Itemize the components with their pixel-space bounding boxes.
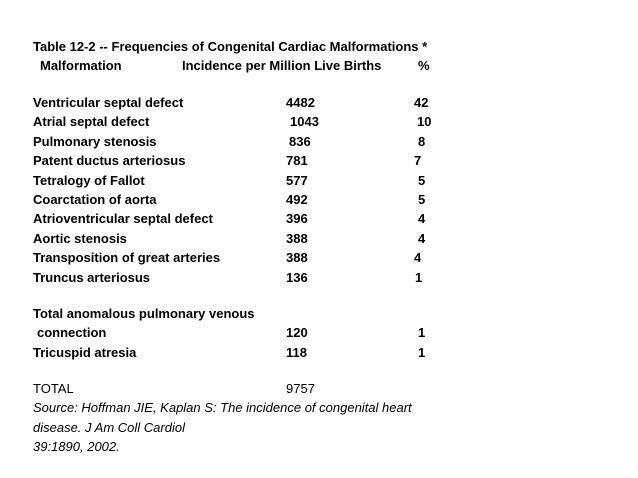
row-incidence: 396 xyxy=(286,211,308,227)
row-name: Atrial septal defect xyxy=(33,114,150,130)
row-name: Atrioventricular septal defect xyxy=(33,211,213,227)
total-row xyxy=(33,379,633,398)
row-name: Patent ductus arteriosus xyxy=(33,153,186,169)
source-line: 39:1890, 2002. xyxy=(33,439,120,455)
row-name: Pulmonary stenosis xyxy=(33,133,157,149)
row-percent: 4 xyxy=(418,211,426,227)
column-headers xyxy=(33,56,633,75)
row-name: Tetralogy of Fallot xyxy=(33,172,145,188)
table-row xyxy=(33,112,633,131)
table-row xyxy=(33,248,633,267)
row-name: Tricuspid atresia xyxy=(33,344,137,360)
table-row xyxy=(33,171,633,190)
row-incidence: 836 xyxy=(289,133,311,149)
header-percent: % xyxy=(418,58,430,74)
source-line: disease. J Am Coll Cardiol xyxy=(33,419,185,435)
row-name: Coarctation of aorta xyxy=(33,191,157,207)
row-incidence: 118 xyxy=(286,344,307,360)
table-row xyxy=(33,151,633,170)
table-row xyxy=(33,93,633,112)
row-incidence: 4482 xyxy=(286,95,315,110)
table-row xyxy=(33,132,633,151)
table-header-block xyxy=(33,37,633,76)
header-malformation: Malformation xyxy=(40,58,122,74)
row-percent: 8 xyxy=(418,133,426,149)
table-body-secondary xyxy=(33,304,633,362)
row-incidence: 492 xyxy=(286,191,308,207)
row-incidence: 781 xyxy=(286,153,308,169)
row-name: Transposition of great arteries xyxy=(33,250,221,266)
table-row xyxy=(33,304,633,323)
table-row xyxy=(33,268,633,287)
header-incidence: Incidence per Million Live Births xyxy=(182,58,382,74)
row-percent: 1 xyxy=(418,325,426,341)
row-percent: 5 xyxy=(418,191,426,207)
row-percent: 1 xyxy=(415,269,423,285)
table-row xyxy=(33,190,633,209)
row-incidence: 1043 xyxy=(290,114,319,130)
row-name: Aortic stenosis xyxy=(33,230,127,246)
table-row xyxy=(33,229,633,248)
row-percent: 4 xyxy=(418,230,426,246)
table-body xyxy=(33,93,633,287)
row-incidence: 577 xyxy=(286,172,308,188)
row-name: Ventricular septal defect xyxy=(33,95,184,110)
row-percent: 1 xyxy=(418,344,426,360)
row-incidence: 136 xyxy=(286,269,308,285)
row-incidence: 120 xyxy=(286,325,308,341)
row-percent: 10 xyxy=(417,114,432,130)
row-incidence: 388 xyxy=(286,250,308,266)
table-row xyxy=(33,343,633,362)
row-incidence: 388 xyxy=(286,230,308,246)
total-incidence: 9757 xyxy=(286,381,315,396)
total-label: TOTAL xyxy=(33,381,74,396)
row-percent: 7 xyxy=(414,153,422,169)
row-percent: 42 xyxy=(414,95,429,110)
row-name: Total anomalous pulmonary venous xyxy=(33,306,255,321)
row-percent: 4 xyxy=(414,250,422,266)
table-footer xyxy=(33,379,633,457)
table-row xyxy=(33,323,633,342)
table-row xyxy=(33,209,633,228)
row-percent: 5 xyxy=(418,172,426,188)
source-line: Source: Hoffman JIE, Kaplan S: The incidence of congenital heart xyxy=(33,400,412,416)
table-title: Table 12-2 -- Frequencies of Congenital Cardiac Malformations * xyxy=(33,39,428,54)
row-name: Truncus arteriosus xyxy=(33,269,151,285)
row-name-continued: connection xyxy=(37,325,107,341)
